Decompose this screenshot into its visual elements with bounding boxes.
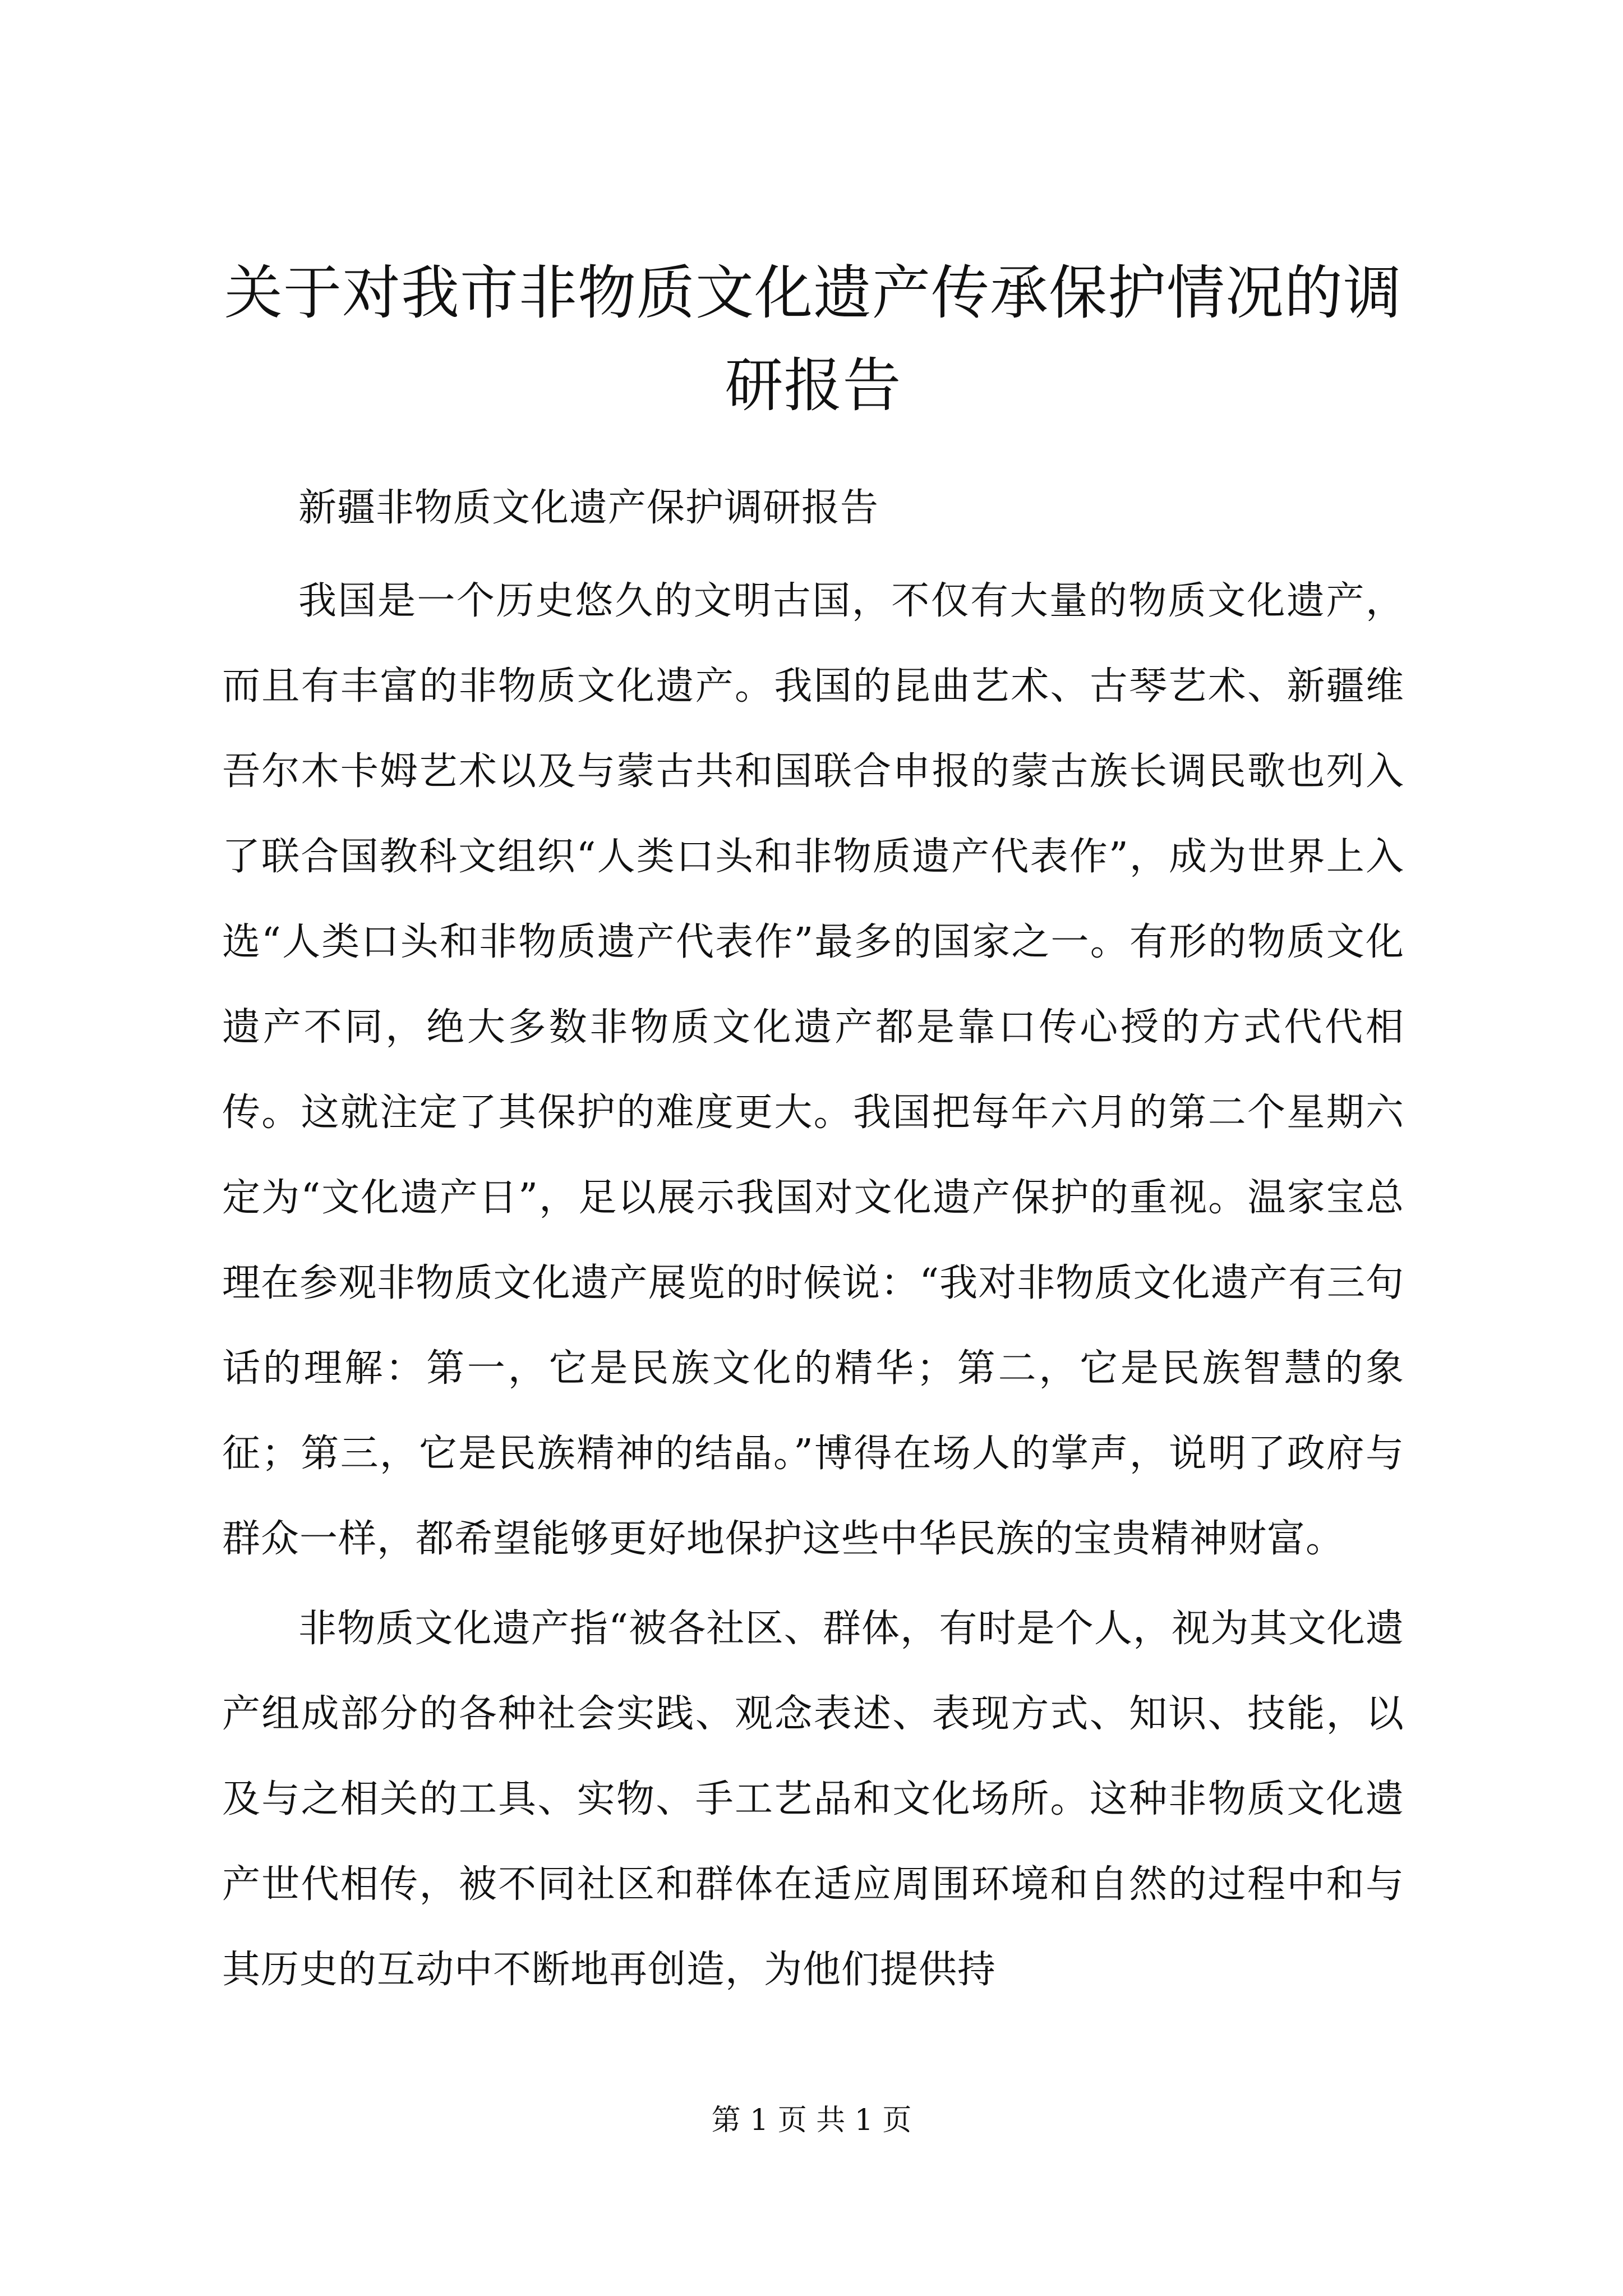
subtitle-paragraph: 新疆非物质文化遗产保护调研报告 [298,486,879,530]
document-body [222,466,1404,2013]
document-title: 关于对我市非物质文化遗产传承保护情况的调研报告 [224,259,1402,420]
page-footer: 第 1 页 共 1 页 [711,2104,912,2137]
body-paragraph: 我国是一个历史悠久的文明古国，不仅有大量的物质文化遗产，而且有丰富的非物质文化遗产。我国的昆曲艺术、古琴艺术、新疆维吾尔木卡姆艺术以及与蒙古共和国联合申报的蒙古族长调民歌也列入了联合国教科文组织“人类口头和非物质遗产代表作”，成为世界上入选“人类口头和非物质遗产代表作”最多的国家之一。有形的物质文化遗产不同，绝大多数非物质文化遗产都是靠口传心授的方式代代相传。这就注定了其保护的难度更大。我国把每年六月的第二个星期六定为“文化遗产日”，足以展示我国对文化遗产保护的重视。温家宝总理在参观非物质文化遗产展览的时候说：“我对非物质文化遗产有三句话的理解：第一，它是民族文化的精华；第二，它是民族智慧的象征；第三，它是民族精神的结晶。”博得在场人的掌声，说明了政府与群众一样，都希望能够更好地保护这些中华民族的宝贵精神财富。 [222,579,1404,1561]
body-paragraph: 非物质文化遗产指“被各社区、群体，有时是个人，视为其文化遗产组成部分的各种社会实践、观念表述、表现方式、知识、技能，以及与之相关的工具、实物、手工艺品和文化场所。这种非物质文化遗产世代相传，被不同社区和群体在适应周围环境和自然的过程中和与其历史的互动中不断地再创造，为他们提供持 [222,1607,1404,1992]
